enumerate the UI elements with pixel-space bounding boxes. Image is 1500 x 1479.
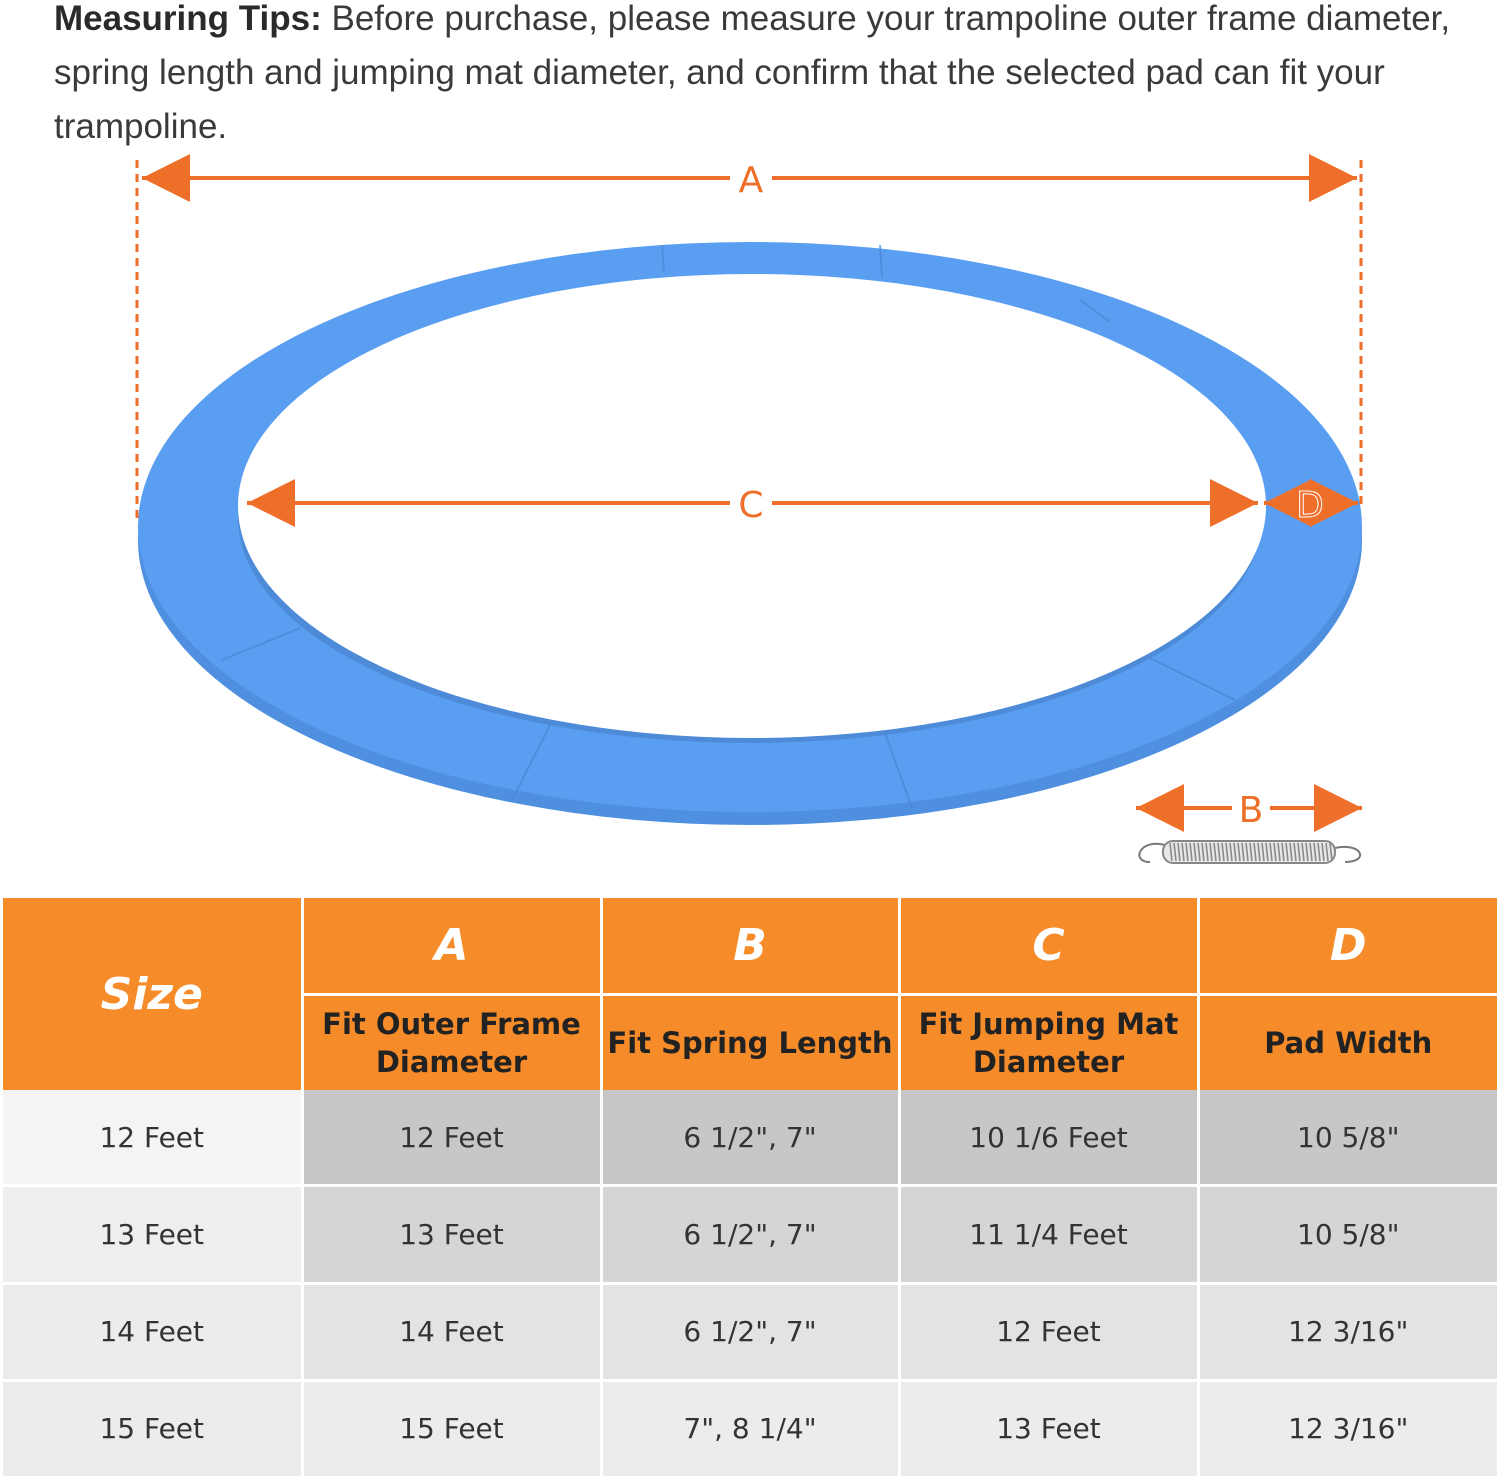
header-jumping-mat-diameter: Fit Jumping Mat Diameter [899,995,1198,1091]
header-pad-width: Pad Width [1198,995,1497,1091]
cell-size: 14 Feet [3,1283,302,1380]
header-size: Size [3,898,302,1090]
header-letter-a: A [302,898,601,995]
dimension-b-label: B [1238,790,1264,831]
dimension-a-label: A [738,160,764,201]
spring-icon [1139,841,1360,863]
cell-outer-frame: 15 Feet [302,1380,601,1477]
cell-pad-width: 10 5/8" [1198,1186,1497,1283]
cell-size: 13 Feet [3,1186,302,1283]
cell-outer-frame: 13 Feet [302,1186,601,1283]
trampoline-pad-ring [138,242,1362,825]
measuring-tips-text: Before purchase, please measure your trampoline outer frame diameter, spring length and jumping mat diameter, and confirm that the selected pad can fit your trampoline. [54,0,1451,146]
header-letter-c: C [899,898,1198,995]
cell-spring-length: 6 1/2", 7" [601,1283,899,1380]
table-row [3,1090,1497,1186]
cell-mat-diameter: 13 Feet [899,1380,1198,1477]
cell-size: 15 Feet [3,1380,302,1477]
table-row [3,1283,1497,1380]
cell-spring-length: 7", 8 1/4" [601,1380,899,1477]
size-chart-table [3,898,1497,1479]
cell-mat-diameter: 10 1/6 Feet [899,1090,1198,1186]
dimension-c-label: C [738,485,764,526]
header-letter-d: D [1198,898,1497,995]
cell-size: 12 Feet [3,1090,302,1186]
table-row [3,1186,1497,1283]
dimension-d-label: D [1296,485,1324,526]
table-row [3,1380,1497,1477]
cell-outer-frame: 12 Feet [302,1090,601,1186]
cell-spring-length: 6 1/2", 7" [601,1090,899,1186]
cell-pad-width: 12 3/16" [1198,1283,1497,1380]
cell-mat-diameter: 11 1/4 Feet [899,1186,1198,1283]
header-letter-b: B [601,898,899,995]
cell-pad-width: 12 3/16" [1198,1380,1497,1477]
cell-mat-diameter: 12 Feet [899,1283,1198,1380]
header-spring-length: Fit Spring Length [601,995,899,1091]
cell-spring-length: 6 1/2", 7" [601,1186,899,1283]
cell-outer-frame: 14 Feet [302,1283,601,1380]
measuring-tips-heading: Measuring Tips: [54,0,322,38]
header-outer-frame-diameter: Fit Outer Frame Diameter [302,995,601,1091]
cell-pad-width: 10 5/8" [1198,1090,1497,1186]
